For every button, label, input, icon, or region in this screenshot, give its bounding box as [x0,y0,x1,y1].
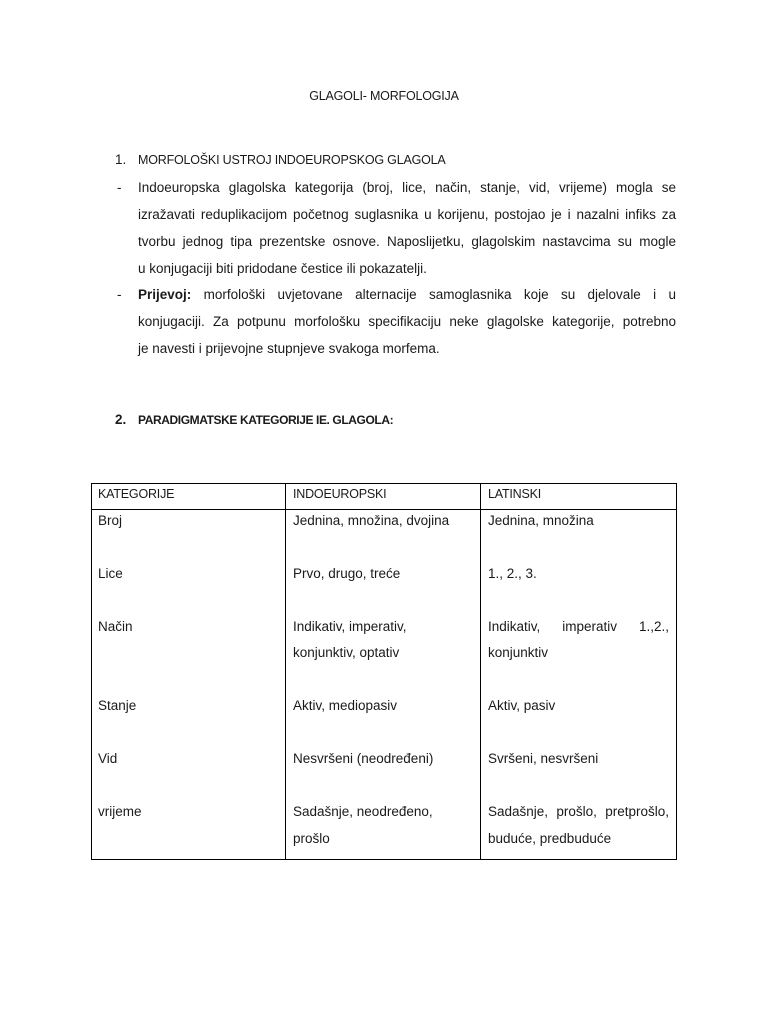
section-number: 2. [115,412,127,427]
cell-line: Sadašnje, prošlo, pretprošlo, [488,804,669,820]
cell-line: Vid [98,751,118,767]
cell-line: Broj [98,512,123,528]
cell-line: 1., 2., 3. [488,565,537,581]
cell-indoeuropski [286,508,481,561]
cell-line: Jednina, množina, dvojina [293,512,450,528]
bullet-marker: - [117,286,122,302]
table-column-divider [285,484,286,859]
cell-line: Svršeni, nesvršeni [488,751,599,767]
term-definition: morfološki uvjetovane alternacije samoglasnika koje su djelovale i u [203,286,676,302]
cell-category [92,746,286,799]
cell-indoeuropski [286,746,481,799]
bullet-marker: - [117,179,122,195]
bullet-text [138,174,676,282]
text-line: tvorbu jednog tipa prezentske osnove. Naposlijetku, glagolskim nastavcima su mogle [138,233,676,249]
cell-category [92,614,286,694]
header-indoeuropski: INDOEUROPSKI [293,487,387,501]
cell-line: vrijeme [98,804,142,820]
text-line: je navesti i prijevojne stupnjeve svakoga morfema. [138,340,440,356]
cell-latinski [481,746,676,799]
cell-latinski [481,561,676,614]
cell-latinski [481,693,676,746]
header-kategorije: KATEGORIJE [98,487,175,501]
section-title: PARADIGMATSKE KATEGORIJE IE. GLAGOLA: [138,413,394,427]
bullet-text [138,281,676,362]
text-line: u konjugaciji biti pridodane čestice ili pokazatelji. [138,260,427,276]
cell-line: Indikativ, imperativ, [293,618,407,634]
cell-category [92,799,286,852]
table-body [92,508,676,853]
cell-line: konjunktiv [488,645,549,661]
cell-latinski [481,799,676,852]
term-label: Prijevoj: [138,286,192,302]
cell-line: Prvo, drugo, treće [293,565,401,581]
text-line [138,281,676,308]
cell-category [92,508,286,561]
cell-indoeuropski [286,693,481,746]
cell-category [92,561,286,614]
cell-line: Način [98,618,133,634]
document-title: GLAGOLI- MORFOLOGIJA [309,89,459,103]
cell-latinski [481,614,676,694]
categories-table [91,483,677,860]
section-number: 1. [115,152,127,167]
bullet-item [115,281,677,362]
text-line: konjugaciji. Za potpunu morfološku specifikaciju neke glagolske kategorije, potrebno [138,313,676,329]
table-header-row [92,484,676,510]
cell-line: Sadašnje, neodređeno, [293,804,433,820]
bullet-item [115,174,677,282]
cell-line: Jednina, množina [488,512,594,528]
cell-indoeuropski [286,614,481,694]
cell-line: konjunktiv, optativ [293,645,400,661]
cell-line: Aktiv, pasiv [488,698,556,714]
table-column-divider [480,484,481,859]
cell-latinski [481,508,676,561]
cell-line: Aktiv, mediopasiv [293,698,398,714]
section-title: MORFOLOŠKI USTROJ INDOEUROPSKOG GLAGOLA [138,153,446,167]
cell-indoeuropski [286,799,481,852]
section-2-heading [115,407,393,433]
cell-line: Lice [98,565,123,581]
cell-indoeuropski [286,561,481,614]
cell-line: prošlo [293,830,330,846]
text-line: izražavati reduplikacijom početnog suglasnika u korijenu, postojao je i nazalni infiks za [138,206,676,222]
cell-line: Stanje [98,698,137,714]
section-1-heading [115,147,446,173]
cell-line: Indikativ, imperativ 1.,2., [488,618,669,634]
text-line: Indoeuropska glagolska kategorija (broj, lice, način, stanje, vid, vrijeme) mogla se [138,179,676,195]
header-latinski: LATINSKI [488,487,542,501]
cell-line: Nesvršeni (neodređeni) [293,751,434,767]
cell-line: buduće, predbuduće [488,830,612,846]
cell-category [92,693,286,746]
